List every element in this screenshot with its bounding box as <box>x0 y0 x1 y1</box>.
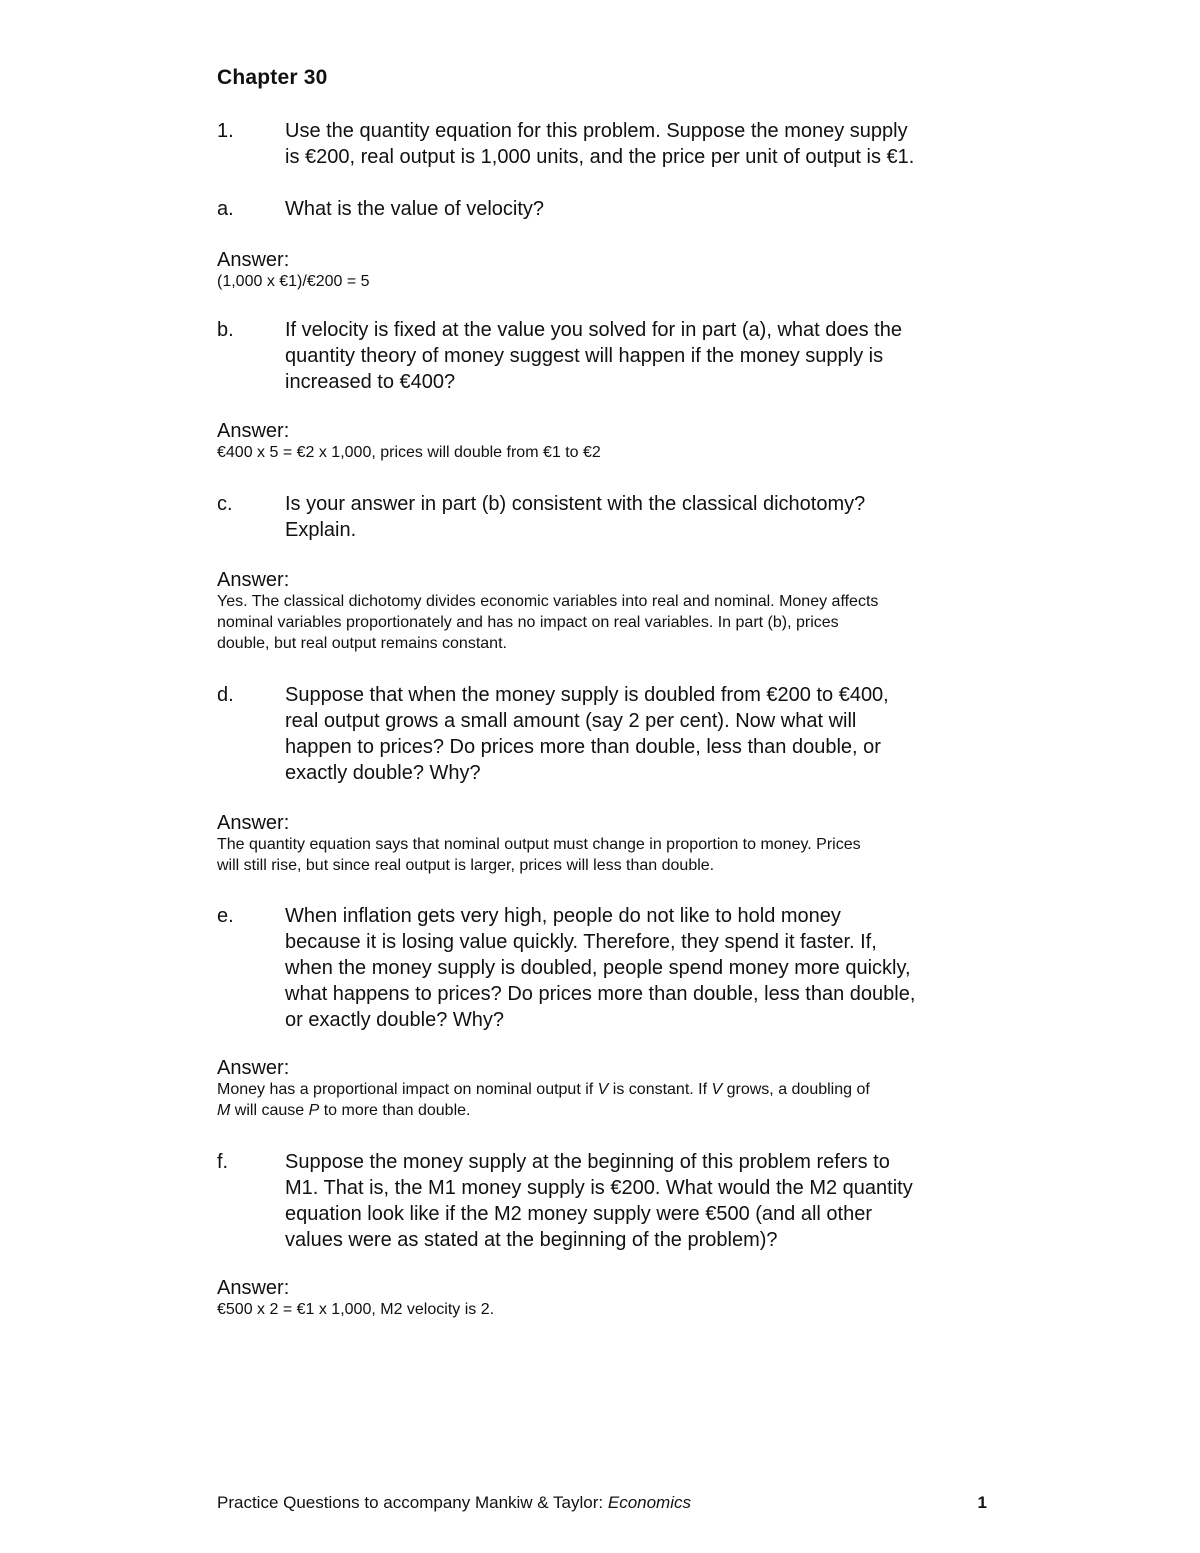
footer-text <box>217 1493 691 1513</box>
answer-text: Yes. The classical dichotomy divides economic variables into real and nominal. Money affects nominal variables proportionately and has no impact on real variables. In part (b), prices double, but real output remains constant. <box>217 593 879 652</box>
answer-label: Answer: <box>217 812 290 834</box>
answer-label: Answer: <box>217 1057 290 1079</box>
answer-c <box>217 569 997 654</box>
answer-text <box>217 1079 997 1121</box>
question-marker: a. <box>217 198 234 220</box>
answer-text-part: Money has a proportional impact on nominal output if <box>217 1081 598 1098</box>
variable-v: V <box>597 1081 609 1098</box>
question-text: If velocity is fixed at the value you solved for in part (a), what does the quantity theory of money suggest will happen if the money supply is increased to €400? <box>285 319 902 393</box>
answer-d <box>217 812 997 876</box>
answer-a <box>217 249 997 292</box>
question-marker: d. <box>217 684 234 706</box>
question-text: Is your answer in part (b) consistent with the classical dichotomy? Explain. <box>285 493 866 541</box>
answer-label: Answer: <box>217 420 290 442</box>
answer-text-part: to more than double. <box>319 1102 471 1119</box>
variable-v: V <box>711 1081 723 1098</box>
answer-text: (1,000 x €1)/€200 = 5 <box>217 273 370 290</box>
question-marker: f. <box>217 1151 229 1173</box>
question-text: When inflation gets very high, people do not like to hold money because it is losing value quickly. Therefore, they spend it faster. If, when the money supply is doubled, people spend money more quickly, what happens to prices? Do prices more than double, less than double, or exactly double? Why? <box>285 905 916 1031</box>
answer-f <box>217 1277 997 1320</box>
chapter-title: Chapter 30 <box>217 66 328 89</box>
answer-text: The quantity equation says that nominal output must change in proportion to money. Prices will still rise, but since real output is larger, prices will less than double. <box>217 836 861 874</box>
answer-b <box>217 420 997 463</box>
answer-text: €500 x 2 = €1 x 1,000, M2 velocity is 2. <box>217 1301 495 1318</box>
question-marker: 1. <box>217 120 234 142</box>
question-marker: c. <box>217 493 233 515</box>
footer-caption: Practice Questions to accompany Mankiw & Taylor: <box>217 1493 608 1512</box>
variable-m: M <box>217 1102 231 1119</box>
answer-e <box>217 1057 997 1121</box>
answer-text-part: will cause <box>230 1102 309 1119</box>
footer-book-title: Economics <box>607 1493 691 1512</box>
page-number: 1 <box>977 1493 987 1512</box>
question-text: Suppose the money supply at the beginning of this problem refers to M1. That is, the M1 money supply is €200. What would the M2 quantity equation look like if the M2 money supply were €500 (and all other values were as stated at the beginning of the problem)? <box>285 1151 913 1251</box>
question-text: Use the quantity equation for this problem. Suppose the money supply is €200, real output is 1,000 units, and the price per unit of output is €1. <box>285 120 915 168</box>
variable-p: P <box>308 1102 320 1119</box>
answer-label: Answer: <box>217 249 290 271</box>
question-marker: e. <box>217 905 234 927</box>
answer-label: Answer: <box>217 1277 290 1299</box>
answer-label: Answer: <box>217 569 290 591</box>
question-text: What is the value of velocity? <box>285 198 545 220</box>
answer-text: €400 x 5 = €2 x 1,000, prices will double from €1 to €2 <box>217 444 601 461</box>
answer-text-part: grows, a doubling of <box>722 1081 870 1098</box>
question-marker: b. <box>217 319 234 341</box>
question-text: Suppose that when the money supply is doubled from €200 to €400, real output grows a small amount (say 2 per cent). Now what will happen to prices? Do prices more than double, less than double, or exactly double? Why? <box>285 684 889 784</box>
answer-text-part: is constant. If <box>608 1081 712 1098</box>
